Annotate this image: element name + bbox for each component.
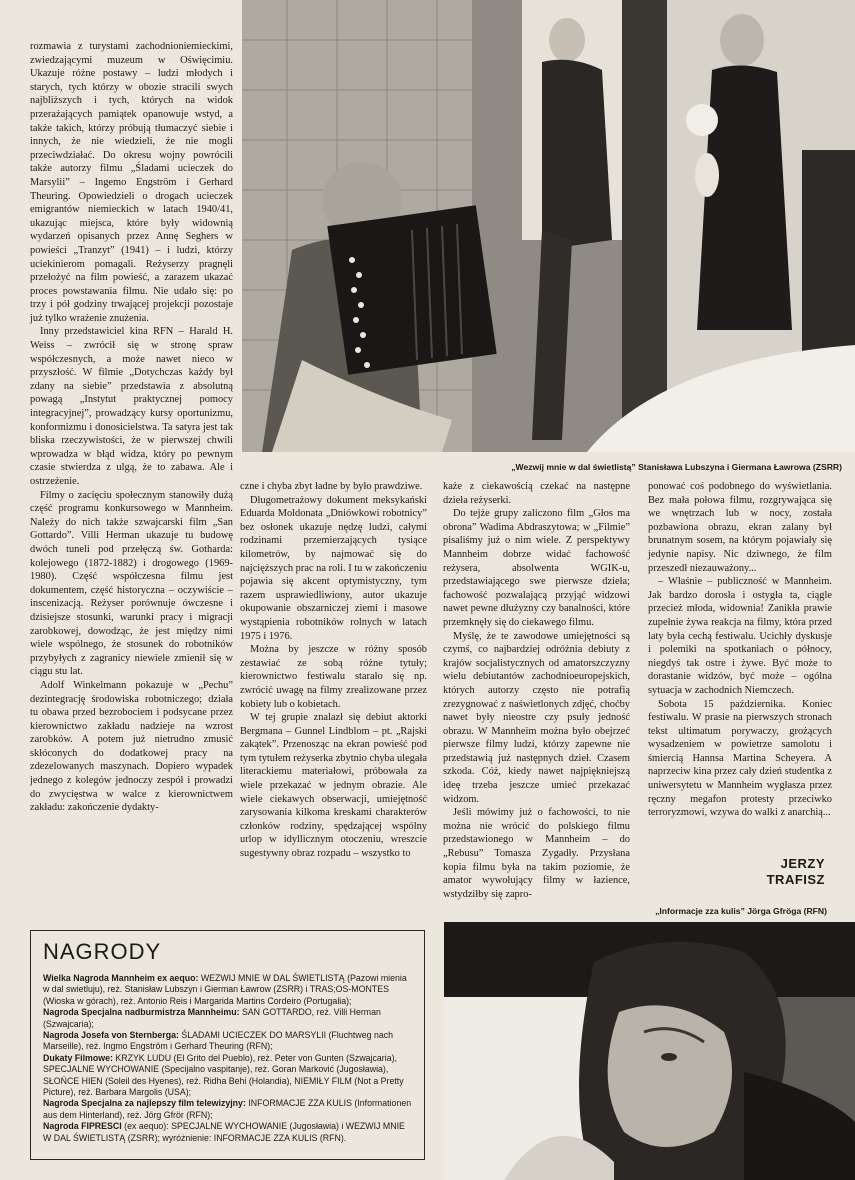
article-paragraph: W tej grupie znalazł się debiut aktorki Bergmana – Gunnel Lindblom – pt. „Rajski zakątek”. Przenosząc na ekran powieść pod tym tytułem reżyserka zbytnio chyba ulegała literackiemu materiałowi, próbowała za wiele przekazać w jednym obrazie. Ale wiele ciekawych obserwacji, umiejętność zarysowania kilkoma kreskami charakterów członków rodziny, spędzającej wspólny urlop w idyllicznym otoczeniu, wreszcie sugestywny obraz rozpadu – wszystko to: [240, 712, 427, 860]
author-first-name: JERZY: [780, 856, 825, 871]
photo-man-closeup-graphic: [444, 922, 855, 1180]
award-text: INFORMACJE ZZA KULIS (Informationen aus dem Hinterland), reż. Jörg Gfrör (RFN);: [43, 1098, 412, 1120]
article-paragraph: Jeśli mówimy już o fachowości, to nie można nie wrócić do polskiego filmu przedstawionego w Mannheim – do „Rebusu” Tomasza Zygadły. Przysłana kopia filmu była na takim poziomie, że amator wywołujący filmy w łazience, wstydziłby się zapro-: [443, 807, 630, 900]
article-paragraph: Sobota 15 października. Koniec festiwalu. W prasie na pierwszych stronach tekst ultimatum porywaczy, grożących wysadzeniem w powietrze samolotu i śmiercią Hannsa Martina Scheyera. A naprzeciw kina przez cały dzień studentka z uniwersytetu w Mannheim wygłasza przez ręczny megafon protesty przeciwko terroryzmowi, wzywa do walki z anarchią...: [648, 698, 832, 819]
award-label: Nagroda Josefa von Sternberga:: [43, 1030, 179, 1041]
article-paragraph: każe z ciekawością czekać na następne dzieła reżyserki.: [443, 481, 630, 506]
awards-box: [30, 930, 425, 1160]
article-paragraph: czne i chyba zbyt ładne by było prawdziwe.: [240, 481, 423, 492]
award-item: [43, 1030, 414, 1053]
award-text: WEZWIJ MNIE W DAL ŚWIETLISTĄ (Pazowi mienia w dal swietluju), reż. Stanisław Lubszyn i Gierman Ławrow (ZSRR) i TRAS;OS-MONTES (Wioska w górach), reż. Antonio Reis i Margarida Martins Cordeiro (Portugalia);: [43, 973, 407, 1006]
award-item: [43, 1053, 414, 1099]
photo-man-closeup: [444, 922, 855, 1180]
photo-caption-title: „Informacje zza kulis”: [655, 906, 745, 916]
award-text: KRZYK LUDU (El Grito del Pueblo), reż. Peter von Gunten (Szwajcaria), SPECJALNE WYCHOWANIE (Specijalno vaspitanje), reż. Goran Marković (Jugosławia), SŁOŃCE HIEN (Soleil des Hyenes), reż. Ridha Behi (Holandia), NIEMIŁY FILM (Not a Pretty Picture), reż. Barbara Margolis (USA);: [43, 1052, 404, 1098]
article-paragraph: Do tejże grupy zaliczono film „Głos ma obrona” Wadima Abdraszytowa; w „Filmie” pisaliśmy już o nim wiele. Z perspektywy Mannheim dobrze widać fachowość reżysera, absolwenta WGIK-u, przedstawiającego swe pierwsze dzieła; fachowość pozwalającą przyjąć widzowi nawet pewne dłużyzny czy banalności, które przemknęły się do ciekawego filmu.: [443, 508, 630, 628]
photo-accordion-scene: [242, 0, 855, 452]
award-text: SAN GOTTARDO, reż. Villi Herman (Szwajcaria);: [43, 1007, 381, 1029]
award-item: [43, 1007, 414, 1030]
award-text: (ex aequo): SPECJALNE WYCHOWANIE (Jugosławia) i WEZWIJ MNIE W DAL ŚWIETLISTĄ (ZSRR); wyróżnienie: INFORMACJE ZZA KULIS (RFN).: [43, 1121, 405, 1143]
article-paragraph: – Właśnie – publiczność w Mannheim. Jak bardzo dorosła i ostygła ta, ciągle przecież młoda, widownia! Zanikła prawie zupełnie żywa reakcja na filmy, która przed laty była cechą festiwalu. Ucichły dyskusje i polemiki na spotkaniach o północy, niegdyś tak ostre i żywe. Być może to dorastanie widzów, być może – ogólna sytuacja w zachodnich Niemczech.: [648, 576, 832, 696]
article-paragraph: rozmawia z turystami zachodnioniemieckimi, zwiedzającymi muzeum w Oświęcimiu. Ukazuje różne postawy – ludzi młodych i starych, tych którzy w obozie stracili swych najbliższych i tych, których na widok przerażających pamiątek opanowuje wstyd, a także takich, którzy próbują tłumaczyć siebie i innych, że nie wiedzieli, że nie mogli przeciwdziałać. Do okresu wojny powrócili także autorzy filmu „Śladami ucieczek do Marsylii” – Ingemo Engström i Gerhard Theuring. Opowiedzieli o drogach ucieczek emigrantów niemieckich w latach 1940/41, ukazując miejsca, które były widownią wydarzeń opisanych przez Annę Seghers w powieści „Tranzyt” (1941) – i ludzi, którzy uciekinierom pomagali. Reżyserzy pragnęli przełożyć na film powieść, a zarazem ukazać proces powstawania filmu. Nie udało się: po trzy i pół godziny trwającej projekcji pozostaje już tylko wrażenie znużenia.: [30, 41, 233, 324]
article-column-3: [443, 480, 630, 901]
award-item: [43, 1098, 414, 1121]
article-paragraph: Adolf Winkelmann pokazuje w „Pechu” dezintegrację środowiska robotniczego; działa tu obawa przed bezrobociem i podsycane przez kierownictwo zakładu nadzieje na wzrost zarobków. A potem już nietrudno zmusić skłóconych do dodatkowej pracy na zdezelowanych maszynach. Dopiero wypadek jednego z kolegów jednoczy zespół i prowadzi do zwycięstwa w walce z kierownictwem zakładu: zakończenie dydakty-: [30, 679, 233, 814]
award-item: [43, 973, 414, 1007]
awards-title: NAGRODY: [43, 939, 162, 964]
photo-caption-bottom: [655, 906, 827, 917]
article-column-1: [30, 40, 233, 815]
photo-accordion-scene-graphic: [242, 0, 855, 452]
photo-caption-top: [511, 462, 842, 473]
award-label: Dukaty Filmowe:: [43, 1052, 113, 1063]
article-author: [767, 856, 825, 888]
award-label: Wielka Nagroda Mannheim ex aequo:: [43, 973, 199, 983]
article-paragraph: ponować coś podobnego do wyświetlania. Bez mała połowa filmu, rozgrywająca się we wnętrzach lub w nocy, została pozbawiona obrazu, ekran zalany był brunatnym sosem, na którym pojawiały się jedynie napisy. Nic dziwnego, że film przeszedł niezauważony...: [648, 481, 832, 574]
article-column-2: [240, 480, 427, 861]
article-paragraph: Można by jeszcze w różny sposób zestawiać ze sobą różne tytuły; kierownictwo festiwalu starało się np. zwrócić uwagę na filmy zrealizowane przez kobiety lub o kobietach.: [240, 644, 427, 710]
photo-caption-credit: Stanisława Lubszyna i Giermana Ławrowa (ZSRR): [638, 462, 842, 472]
article-paragraph: Filmy o zacięciu społecznym stanowiły dużą część programu konkursowego w Mannheim. Należy do nich także szwajcarski film „San Gottardo”. Villi Herman ukazuje tu budowę dwóch tuneli pod przełęczą św. Gotharda: kolejowego (1872-1882) i drogowego (1969-1980). Część współczesna filmu jest dokumentem, część historyczna – oczywiście – inscenizacją. Reżyser porównuje ówczesne i dzisiejsze stosunki, warunki pracy i migracji zarobkowej, dowodząc, że jest między nimi wiele wspólnego, że stosunek do robotników przybyłych z zagranicy niewiele zmienił się w ciągu stu lat.: [30, 489, 233, 678]
award-label: Nagroda Specjalna za najlepszy film telewizyjny:: [43, 1098, 246, 1109]
article-column-4: [648, 480, 832, 820]
article-paragraph: Myślę, że te zawodowe umiejętności są czymś, co najbardziej odróżnia debiuty z krajów socjalistycznych od amatorszczyzny wielu debiutantów zachodnioeuropejskich, których autorzy często nie potrafią zrezygnować z naświetlonych zdjęć, choćby nawet były nieostre czy psuły jedność obrazu. W Mannheim można było obejrzeć pierwsze filmy ludzi, którzy zapewne nie przedstawią już następnych dzieł. Czasem szkoda. Cóż, kiedy nawet najpiękniejszą ideę trzeba jeszcze umieć przekazać widzom.: [443, 630, 630, 805]
award-label: Nagroda FIPRESCI: [43, 1121, 122, 1132]
photo-caption-credit: Jörga Gfröga (RFN): [747, 906, 827, 916]
article-paragraph: Inny przedstawiciel kina RFN – Harald H. Weiss – zwrócił się w stronę spraw współczesnych, a może nawet nieco w przyszłość. W filmie „Dotychczas każdy był zdany na siebie” przedstawia z absolutną powagą „Instytut praktycznej pomocy integracyjnej”, prowadzący kursy oportunizmu, konformizmu i donosicielstwa. Ta satyra jest tak bliska rzeczywistości, że w pierwszej chwili wprowadza w błąd widza, który po pewnym czasie stwierdza z ulgą, że to zabawa. Ale i ostrzeżenie.: [30, 326, 233, 487]
award-label: Nagroda Specjalna nadburmistrza Mannheimu:: [43, 1007, 240, 1018]
article-paragraph: Długometrażowy dokument meksykański Eduarda Moldonata „Dniówkowi robotnicy” bez osłonek ukazuje nędzę ludzi, całymi rodzinami przemierzających tysiące kilometrów, by najmować się do najcięższych prac na roli. I tu w zakończeniu pojawia się akcent optymistyczny, tym razem usprawiedliwiony, autor ukazuje okupowanie obszarniczej ziemi i masowe wystąpienia robotników rolnych w latach 1975 i 1976.: [240, 494, 427, 642]
award-item: [43, 1121, 414, 1144]
photo-caption-title: „Wezwij mnie w dal świetlistą”: [511, 462, 636, 472]
author-last-name: TRAFISZ: [766, 872, 825, 887]
award-text: ŚLADAMI UCIECZEK DO MARSYLII (Fluchtweg nach Marseille), reż. Ingmo Engström i Gerhard Theuring (RFN);: [43, 1030, 394, 1052]
